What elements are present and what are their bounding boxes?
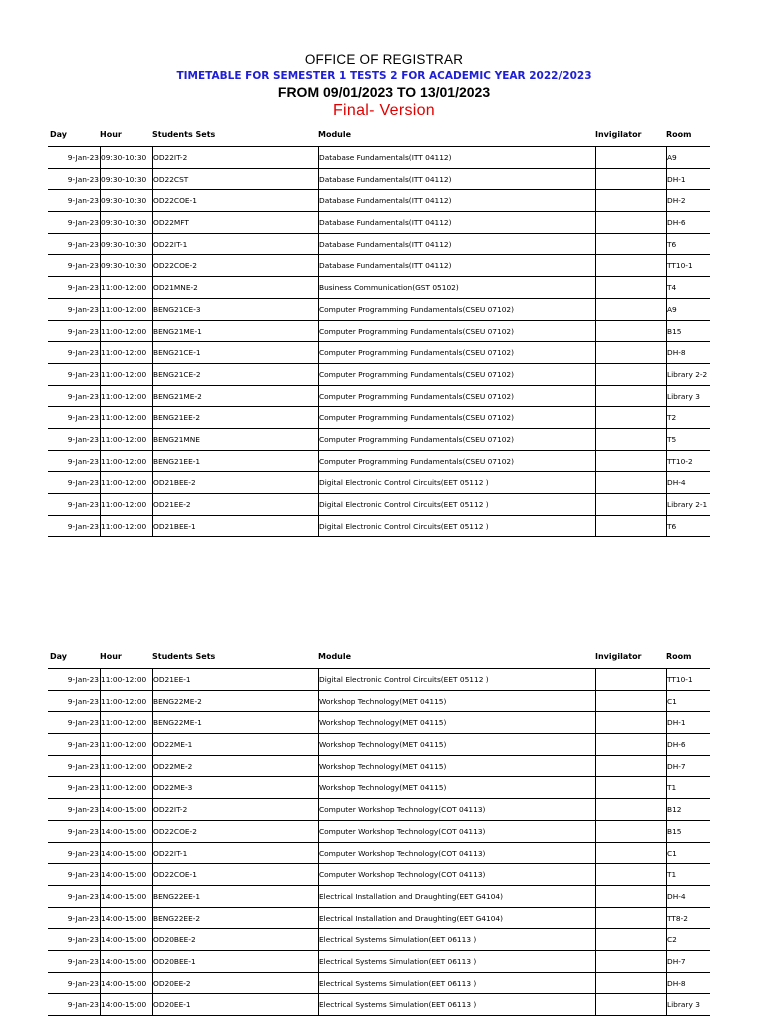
cell-module: Electrical Systems Simulation(EET 06113 ) xyxy=(318,929,595,950)
cell-day: 9-Jan-23 xyxy=(67,1000,99,1010)
column-header-room: Room xyxy=(666,130,692,139)
cell-day: 9-Jan-23 xyxy=(67,848,99,858)
cell-students-set: OD22IT-1 xyxy=(152,843,318,864)
cell-hour: 09:30-10:30 xyxy=(100,147,152,168)
cell-hour: 11:00-12:00 xyxy=(100,407,152,428)
cell-day: 9-Jan-23 xyxy=(67,196,99,206)
cell-students-set: BENG22ME-2 xyxy=(152,691,318,712)
table-row xyxy=(48,386,710,408)
table-header-row xyxy=(48,646,710,669)
table-row xyxy=(48,516,710,538)
cell-invigilator xyxy=(595,299,666,320)
cell-invigilator xyxy=(595,712,666,733)
cell-invigilator xyxy=(595,886,666,907)
cell-students-set: BENG21CE-2 xyxy=(152,364,318,385)
cell-hour: 11:00-12:00 xyxy=(100,777,152,798)
table-row xyxy=(48,669,710,691)
cell-room: TT10-2 xyxy=(666,451,710,472)
cell-hour: 09:30-10:30 xyxy=(100,169,152,190)
cell-hour: 11:00-12:00 xyxy=(100,277,152,298)
cell-invigilator xyxy=(595,451,666,472)
column-header-invigilator: Invigilator xyxy=(595,652,642,661)
cell-hour: 14:00-15:00 xyxy=(100,864,152,885)
cell-hour: 11:00-12:00 xyxy=(100,669,152,690)
cell-hour: 14:00-15:00 xyxy=(100,886,152,907)
table-row xyxy=(48,321,710,343)
cell-hour: 11:00-12:00 xyxy=(100,429,152,450)
cell-room: T1 xyxy=(666,864,710,885)
cell-invigilator xyxy=(595,494,666,515)
cell-day: 9-Jan-23 xyxy=(67,891,99,901)
table-row xyxy=(48,429,710,451)
table-row xyxy=(48,734,710,756)
cell-invigilator xyxy=(595,669,666,690)
cell-day: 9-Jan-23 xyxy=(67,478,99,488)
cell-module: Computer Workshop Technology(COT 04113) xyxy=(318,864,595,885)
cell-students-set: OD22COE-2 xyxy=(152,255,318,276)
table-row xyxy=(48,973,710,995)
column-header-hour: Hour xyxy=(100,652,122,661)
cell-hour: 11:00-12:00 xyxy=(100,321,152,342)
cell-room: B12 xyxy=(666,799,710,820)
table-body xyxy=(48,669,710,1016)
table-row xyxy=(48,212,710,234)
cell-room: Library 2-1 xyxy=(666,494,710,515)
column-header-students-sets: Students Sets xyxy=(152,130,216,139)
cell-day: 9-Jan-23 xyxy=(67,913,99,923)
cell-room: DH-7 xyxy=(666,756,710,777)
cell-students-set: OD22COE-2 xyxy=(152,821,318,842)
cell-room: DH-6 xyxy=(666,212,710,233)
cell-module: Computer Workshop Technology(COT 04113) xyxy=(318,799,595,820)
cell-day: 9-Jan-23 xyxy=(67,348,99,358)
cell-module: Digital Electronic Control Circuits(EET 05112 ) xyxy=(318,472,595,493)
cell-day: 9-Jan-23 xyxy=(67,326,99,336)
cell-day: 9-Jan-23 xyxy=(67,283,99,293)
cell-invigilator xyxy=(595,169,666,190)
cell-room: C1 xyxy=(666,843,710,864)
cell-invigilator xyxy=(595,472,666,493)
cell-hour: 11:00-12:00 xyxy=(100,494,152,515)
cell-hour: 11:00-12:00 xyxy=(100,756,152,777)
cell-students-set: OD21MNE-2 xyxy=(152,277,318,298)
cell-invigilator xyxy=(595,691,666,712)
cell-room: Library 2-2 xyxy=(666,364,710,385)
timetable-table-1 xyxy=(48,124,710,537)
cell-day: 9-Jan-23 xyxy=(67,783,99,793)
table-row xyxy=(48,994,710,1016)
cell-room: DH-8 xyxy=(666,973,710,994)
cell-module: Computer Programming Fundamentals(CSEU 07102) xyxy=(318,429,595,450)
cell-module: Database Fundamentals(ITT 04112) xyxy=(318,255,595,276)
table-row xyxy=(48,886,710,908)
cell-day: 9-Jan-23 xyxy=(67,805,99,815)
table-body xyxy=(48,147,710,537)
cell-day: 9-Jan-23 xyxy=(67,956,99,966)
table-row xyxy=(48,951,710,973)
cell-students-set: OD21BEE-1 xyxy=(152,516,318,537)
cell-module: Computer Programming Fundamentals(CSEU 07102) xyxy=(318,299,595,320)
cell-students-set: OD20BEE-1 xyxy=(152,951,318,972)
cell-day: 9-Jan-23 xyxy=(67,826,99,836)
cell-room: DH-6 xyxy=(666,734,710,755)
cell-room: T6 xyxy=(666,234,710,255)
cell-module: Workshop Technology(MET 04115) xyxy=(318,734,595,755)
table-row xyxy=(48,451,710,473)
cell-room: DH-4 xyxy=(666,472,710,493)
cell-module: Electrical Installation and Draughting(EET G4104) xyxy=(318,886,595,907)
column-header-hour: Hour xyxy=(100,130,122,139)
cell-module: Electrical Systems Simulation(EET 06113 ) xyxy=(318,951,595,972)
cell-day: 9-Jan-23 xyxy=(67,675,99,684)
cell-invigilator xyxy=(595,429,666,450)
cell-students-set: OD22IT-2 xyxy=(152,799,318,820)
cell-students-set: BENG21CE-1 xyxy=(152,342,318,363)
cell-hour: 11:00-12:00 xyxy=(100,516,152,537)
table-row xyxy=(48,756,710,778)
cell-room: Library 3 xyxy=(666,386,710,407)
cell-module: Computer Programming Fundamentals(CSEU 07102) xyxy=(318,321,595,342)
table-row xyxy=(48,255,710,277)
cell-hour: 09:30-10:30 xyxy=(100,190,152,211)
cell-day: 9-Jan-23 xyxy=(67,521,99,531)
cell-room: B15 xyxy=(666,821,710,842)
cell-invigilator xyxy=(595,342,666,363)
table-row xyxy=(48,494,710,516)
cell-module: Workshop Technology(MET 04115) xyxy=(318,691,595,712)
cell-module: Electrical Installation and Draughting(EET G4104) xyxy=(318,908,595,929)
cell-students-set: BENG21EE-1 xyxy=(152,451,318,472)
timetable-subtitle: TIMETABLE FOR SEMESTER 1 TESTS 2 FOR ACADEMIC YEAR 2022/2023 xyxy=(176,70,592,82)
cell-hour: 11:00-12:00 xyxy=(100,364,152,385)
table-row xyxy=(48,843,710,865)
table-row xyxy=(48,864,710,886)
cell-day: 9-Jan-23 xyxy=(67,696,99,706)
cell-room: A9 xyxy=(666,299,710,320)
cell-module: Digital Electronic Control Circuits(EET 05112 ) xyxy=(318,516,595,537)
cell-hour: 11:00-12:00 xyxy=(100,712,152,733)
cell-room: C1 xyxy=(666,691,710,712)
cell-room: T2 xyxy=(666,407,710,428)
cell-module: Computer Programming Fundamentals(CSEU 07102) xyxy=(318,386,595,407)
cell-module: Computer Workshop Technology(COT 04113) xyxy=(318,821,595,842)
cell-room: DH-8 xyxy=(666,342,710,363)
cell-students-set: BENG21ME-1 xyxy=(152,321,318,342)
column-header-day: Day xyxy=(50,130,68,139)
table-row xyxy=(48,364,710,386)
cell-students-set: OD22MFT xyxy=(152,212,318,233)
cell-invigilator xyxy=(595,277,666,298)
cell-students-set: OD22ME-1 xyxy=(152,734,318,755)
cell-module: Computer Workshop Technology(COT 04113) xyxy=(318,843,595,864)
table-row xyxy=(48,908,710,930)
cell-day: 9-Jan-23 xyxy=(67,218,99,228)
cell-day: 9-Jan-23 xyxy=(67,870,99,880)
cell-invigilator xyxy=(595,951,666,972)
table-row xyxy=(48,407,710,429)
cell-invigilator xyxy=(595,929,666,950)
column-header-module: Module xyxy=(318,652,352,661)
cell-room: TT10-1 xyxy=(666,255,710,276)
table-row xyxy=(48,277,710,299)
cell-students-set: OD21BEE-2 xyxy=(152,472,318,493)
cell-module: Database Fundamentals(ITT 04112) xyxy=(318,190,595,211)
cell-module: Digital Electronic Control Circuits(EET 05112 ) xyxy=(318,494,595,515)
cell-hour: 09:30-10:30 xyxy=(100,212,152,233)
cell-module: Computer Programming Fundamentals(CSEU 07102) xyxy=(318,451,595,472)
cell-module: Electrical Systems Simulation(EET 06113 ) xyxy=(318,994,595,1015)
table-row xyxy=(48,691,710,713)
cell-students-set: OD22IT-1 xyxy=(152,234,318,255)
cell-students-set: OD21EE-2 xyxy=(152,494,318,515)
cell-invigilator xyxy=(595,386,666,407)
column-header-module: Module xyxy=(318,130,352,139)
cell-invigilator xyxy=(595,407,666,428)
cell-room: DH-1 xyxy=(666,712,710,733)
cell-students-set: OD22CST xyxy=(152,169,318,190)
table-row xyxy=(48,234,710,256)
cell-invigilator xyxy=(595,756,666,777)
cell-invigilator xyxy=(595,147,666,168)
table-row xyxy=(48,190,710,212)
cell-students-set: OD20BEE-2 xyxy=(152,929,318,950)
cell-room: TT10-1 xyxy=(666,669,710,690)
cell-hour: 11:00-12:00 xyxy=(100,734,152,755)
cell-invigilator xyxy=(595,821,666,842)
table-row xyxy=(48,342,710,364)
cell-module: Workshop Technology(MET 04115) xyxy=(318,777,595,798)
cell-hour: 14:00-15:00 xyxy=(100,973,152,994)
cell-invigilator xyxy=(595,212,666,233)
cell-day: 9-Jan-23 xyxy=(67,239,99,249)
cell-module: Database Fundamentals(ITT 04112) xyxy=(318,234,595,255)
cell-invigilator xyxy=(595,190,666,211)
cell-day: 9-Jan-23 xyxy=(67,740,99,750)
cell-room: Library 3 xyxy=(666,994,710,1015)
column-header-invigilator: Invigilator xyxy=(595,130,642,139)
cell-hour: 14:00-15:00 xyxy=(100,994,152,1015)
office-title: OFFICE OF REGISTRAR xyxy=(304,52,464,67)
cell-invigilator xyxy=(595,973,666,994)
cell-hour: 11:00-12:00 xyxy=(100,386,152,407)
cell-invigilator xyxy=(595,364,666,385)
cell-students-set: BENG21EE-2 xyxy=(152,407,318,428)
cell-module: Database Fundamentals(ITT 04112) xyxy=(318,169,595,190)
table-row xyxy=(48,929,710,951)
cell-room: T1 xyxy=(666,777,710,798)
cell-module: Workshop Technology(MET 04115) xyxy=(318,712,595,733)
cell-day: 9-Jan-23 xyxy=(67,153,99,162)
cell-room: C2 xyxy=(666,929,710,950)
table-header-row xyxy=(48,124,710,147)
column-header-day: Day xyxy=(50,652,68,661)
version-label: Final- Version xyxy=(332,102,436,119)
cell-hour: 14:00-15:00 xyxy=(100,951,152,972)
table-row xyxy=(48,821,710,843)
cell-room: DH-7 xyxy=(666,951,710,972)
cell-room: A9 xyxy=(666,147,710,168)
cell-room: TT8-2 xyxy=(666,908,710,929)
table-row xyxy=(48,299,710,321)
cell-module: Digital Electronic Control Circuits(EET 05112 ) xyxy=(318,669,595,690)
cell-hour: 09:30-10:30 xyxy=(100,234,152,255)
cell-room: T6 xyxy=(666,516,710,537)
cell-invigilator xyxy=(595,234,666,255)
cell-students-set: BENG21MNE xyxy=(152,429,318,450)
cell-day: 9-Jan-23 xyxy=(67,935,99,945)
column-header-students-sets: Students Sets xyxy=(152,652,216,661)
cell-students-set: BENG22EE-2 xyxy=(152,908,318,929)
cell-invigilator xyxy=(595,321,666,342)
table-row xyxy=(48,472,710,494)
cell-students-set: BENG22EE-1 xyxy=(152,886,318,907)
cell-invigilator xyxy=(595,864,666,885)
cell-hour: 14:00-15:00 xyxy=(100,929,152,950)
cell-students-set: OD22ME-3 xyxy=(152,777,318,798)
cell-day: 9-Jan-23 xyxy=(67,413,99,423)
cell-module: Business Communication(GST 05102) xyxy=(318,277,595,298)
cell-hour: 14:00-15:00 xyxy=(100,821,152,842)
cell-hour: 14:00-15:00 xyxy=(100,908,152,929)
cell-invigilator xyxy=(595,777,666,798)
cell-students-set: OD22COE-1 xyxy=(152,190,318,211)
cell-invigilator xyxy=(595,734,666,755)
cell-invigilator xyxy=(595,994,666,1015)
cell-room: DH-2 xyxy=(666,190,710,211)
cell-students-set: OD22IT-2 xyxy=(152,147,318,168)
cell-day: 9-Jan-23 xyxy=(67,978,99,988)
cell-hour: 14:00-15:00 xyxy=(100,799,152,820)
cell-room: T5 xyxy=(666,429,710,450)
cell-students-set: OD22COE-1 xyxy=(152,864,318,885)
column-header-room: Room xyxy=(666,652,692,661)
table-row xyxy=(48,777,710,799)
cell-module: Computer Programming Fundamentals(CSEU 07102) xyxy=(318,407,595,428)
cell-students-set: OD20EE-2 xyxy=(152,973,318,994)
timetable-table-2 xyxy=(48,646,710,1016)
table-row xyxy=(48,169,710,191)
cell-day: 9-Jan-23 xyxy=(67,761,99,771)
cell-hour: 11:00-12:00 xyxy=(100,342,152,363)
cell-students-set: BENG22ME-1 xyxy=(152,712,318,733)
cell-module: Computer Programming Fundamentals(CSEU 07102) xyxy=(318,342,595,363)
cell-students-set: OD20EE-1 xyxy=(152,994,318,1015)
cell-invigilator xyxy=(595,516,666,537)
cell-students-set: OD21EE-1 xyxy=(152,669,318,690)
cell-room: DH-1 xyxy=(666,169,710,190)
cell-module: Workshop Technology(MET 04115) xyxy=(318,756,595,777)
date-range: FROM 09/01/2023 TO 13/01/2023 xyxy=(277,84,491,100)
cell-students-set: OD22ME-2 xyxy=(152,756,318,777)
cell-day: 9-Jan-23 xyxy=(67,369,99,379)
cell-room: T4 xyxy=(666,277,710,298)
cell-hour: 11:00-12:00 xyxy=(100,299,152,320)
cell-students-set: BENG21ME-2 xyxy=(152,386,318,407)
cell-room: B15 xyxy=(666,321,710,342)
cell-day: 9-Jan-23 xyxy=(67,434,99,444)
cell-module: Computer Programming Fundamentals(CSEU 07102) xyxy=(318,364,595,385)
cell-invigilator xyxy=(595,908,666,929)
cell-invigilator xyxy=(595,255,666,276)
cell-room: DH-4 xyxy=(666,886,710,907)
cell-students-set: BENG21CE-3 xyxy=(152,299,318,320)
cell-day: 9-Jan-23 xyxy=(67,174,99,184)
cell-module: Electrical Systems Simulation(EET 06113 ) xyxy=(318,973,595,994)
cell-day: 9-Jan-23 xyxy=(67,304,99,314)
cell-day: 9-Jan-23 xyxy=(67,456,99,466)
table-row xyxy=(48,147,710,169)
table-row xyxy=(48,799,710,821)
cell-hour: 11:00-12:00 xyxy=(100,472,152,493)
cell-hour: 09:30-10:30 xyxy=(100,255,152,276)
cell-hour: 14:00-15:00 xyxy=(100,843,152,864)
cell-hour: 11:00-12:00 xyxy=(100,691,152,712)
cell-module: Database Fundamentals(ITT 04112) xyxy=(318,212,595,233)
cell-hour: 11:00-12:00 xyxy=(100,451,152,472)
table-row xyxy=(48,712,710,734)
cell-day: 9-Jan-23 xyxy=(67,718,99,728)
cell-invigilator xyxy=(595,799,666,820)
cell-day: 9-Jan-23 xyxy=(67,391,99,401)
cell-day: 9-Jan-23 xyxy=(67,500,99,509)
cell-module: Database Fundamentals(ITT 04112) xyxy=(318,147,595,168)
cell-day: 9-Jan-23 xyxy=(67,261,99,271)
cell-invigilator xyxy=(595,843,666,864)
